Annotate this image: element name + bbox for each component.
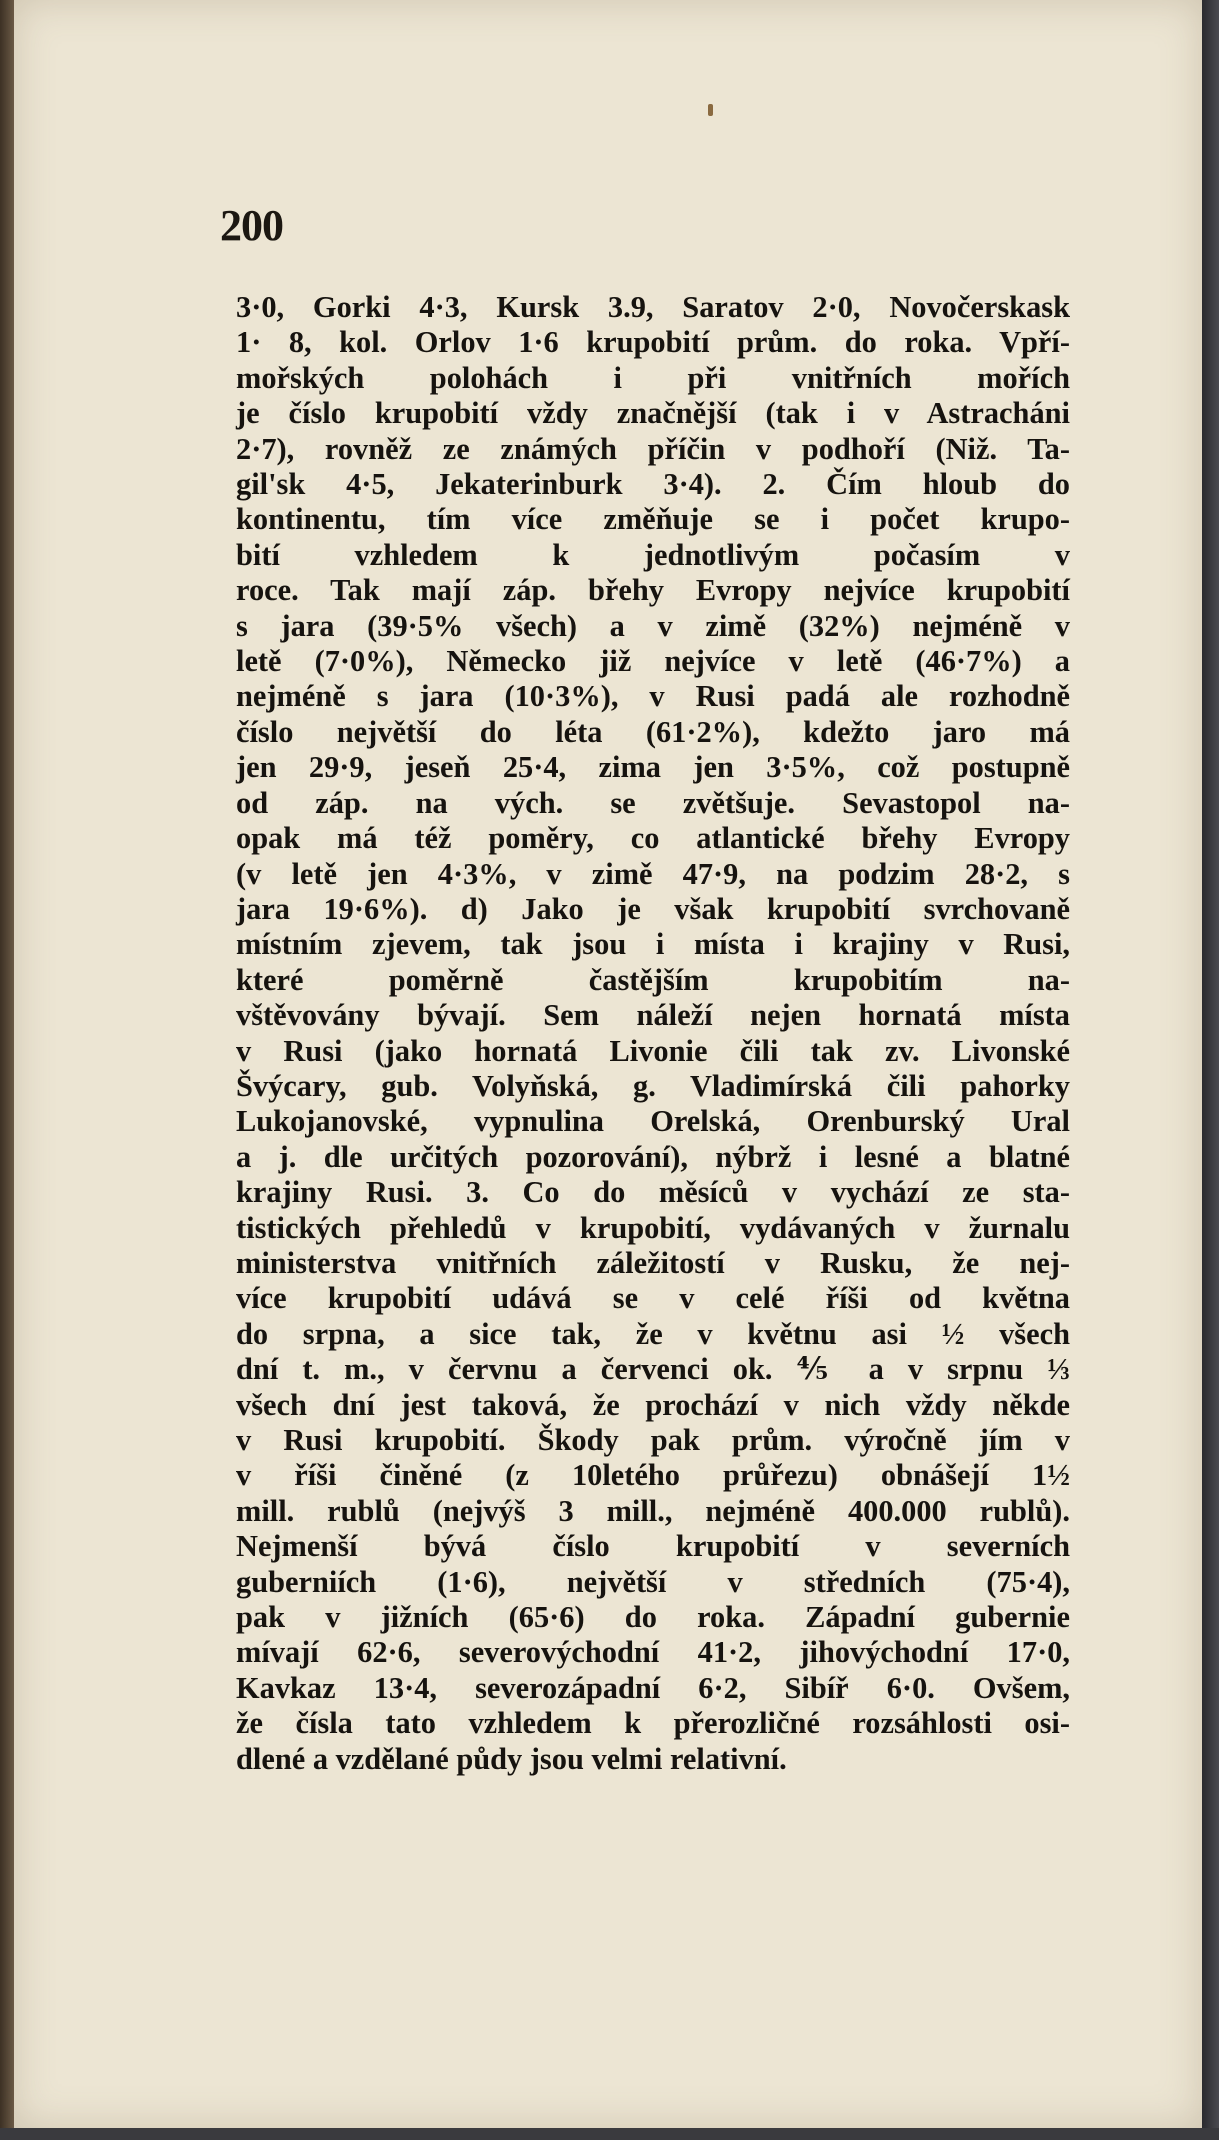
text-line: číslo největší do léta (61·2%), kdežto jaro má: [236, 714, 1070, 749]
text-line: Lukojanovské, vypnulina Orelská, Orenburský Ural: [236, 1104, 1070, 1139]
text-line: jen 29·9, jeseň 25·4, zima jen 3·5%, což postupně: [236, 750, 1070, 785]
text-line: mívají 62·6, severovýchodní 41·2, jihovýchodní 17·0,: [236, 1635, 1070, 1670]
scan-right-edge: [1202, 0, 1219, 2140]
text-line: více krupobití udává se v celé říši od května: [236, 1281, 1070, 1316]
text-line: pak v jižních (65·6) do roka. Západní gubernie: [236, 1600, 1070, 1635]
text-line: dní t. m., v červnu a červenci ok. ⅘ a v srpnu ⅓: [236, 1352, 1070, 1387]
body-text: [236, 290, 1070, 1777]
text-line: Švýcary, gub. Volyňská, g. Vladimírská čili pahorky: [236, 1068, 1070, 1103]
text-line: a j. dle určitých pozorování), nýbrž i lesné a blatné: [236, 1139, 1070, 1174]
text-line: letě (7·0%), Německo již nejvíce v letě (46·7%) a: [236, 644, 1070, 679]
text-line: ministerstva vnitřních záležitostí v Rusku, že nej-: [236, 1245, 1070, 1280]
text-line: od záp. na vých. se zvětšuje. Sevastopol na-: [236, 785, 1070, 820]
text-line: jara 19·6%). d) Jako je však krupobití svrchovaně: [236, 891, 1070, 926]
ink-speck: [708, 104, 713, 116]
text-line: (v letě jen 4·3%, v zimě 47·9, na podzim 28·2, s: [236, 856, 1070, 891]
text-line: tistických přehledů v krupobití, vydávaných v žurnalu: [236, 1210, 1070, 1245]
text-line: gil'sk 4·5, Jekaterinburk 3·4). 2. Čím hloub do: [236, 467, 1070, 502]
text-line: nejméně s jara (10·3%), v Rusi padá ale rozhodně: [236, 679, 1070, 714]
text-line: místním zjevem, tak jsou i místa i krajiny v Rusi,: [236, 927, 1070, 962]
text-line: vštěvovány bývají. Sem náleží nejen hornatá místa: [236, 998, 1070, 1033]
text-line: roce. Tak mají záp. břehy Evropy nejvíce krupobití: [236, 573, 1070, 608]
text-line: 2·7), rovněž ze známých příčin v podhoří (Niž. Ta-: [236, 431, 1070, 466]
text-line: guberniích (1·6), největší v středních (75·4),: [236, 1564, 1070, 1599]
book-gutter-edge: [0, 0, 14, 2140]
text-line: 1· 8, kol. Orlov 1·6 krupobití prům. do roka. Vpří-: [236, 325, 1070, 360]
text-line: všech dní jest taková, že prochází v nich vždy někde: [236, 1387, 1070, 1422]
text-line: Kavkaz 13·4, severozápadní 6·2, Sibíř 6·0. Ovšem,: [236, 1670, 1070, 1705]
text-line: v říši činěné (z 10letého průřezu) obnášejí 1½: [236, 1458, 1070, 1493]
text-line: mořských polohách i při vnitřních mořích: [236, 360, 1070, 395]
text-line: s jara (39·5% všech) a v zimě (32%) nejméně v: [236, 608, 1070, 643]
text-line: v Rusi krupobití. Škody pak prům. výročně jím v: [236, 1423, 1070, 1457]
text-line: krajiny Rusi. 3. Co do měsíců v vychází ze sta-: [236, 1175, 1070, 1210]
text-line: že čísla tato vzhledem k přerozličné rozsáhlosti osi-: [236, 1706, 1070, 1741]
text-line: Nejmenší bývá číslo krupobití v severních: [236, 1529, 1070, 1564]
text-line: do srpna, a sice tak, že v květnu asi ½ všech: [236, 1316, 1070, 1351]
page-number: 200: [220, 201, 283, 250]
text-line: v Rusi (jako hornatá Livonie čili tak zv. Livonské: [236, 1033, 1070, 1068]
text-line: 3·0, Gorki 4·3, Kursk 3.9, Saratov 2·0, Novočerskask: [236, 290, 1070, 324]
text-line: které poměrně častějším krupobitím na-: [236, 962, 1070, 997]
text-line: mill. rublů (nejvýš 3 mill., nejméně 400.000 rublů).: [236, 1493, 1070, 1528]
scan-bottom-edge: [0, 2128, 1219, 2140]
text-line: opak má též poměry, co atlantické břehy Evropy: [236, 821, 1070, 856]
text-line: je číslo krupobití vždy značnější (tak i v Astracháni: [236, 396, 1070, 431]
text-line: dlené a vzdělané půdy jsou velmi relativní.: [236, 1741, 787, 1776]
text-line: bití vzhledem k jednotlivým počasím v: [236, 537, 1070, 572]
text-line: kontinentu, tím více změňuje se i počet krupo-: [236, 502, 1070, 537]
